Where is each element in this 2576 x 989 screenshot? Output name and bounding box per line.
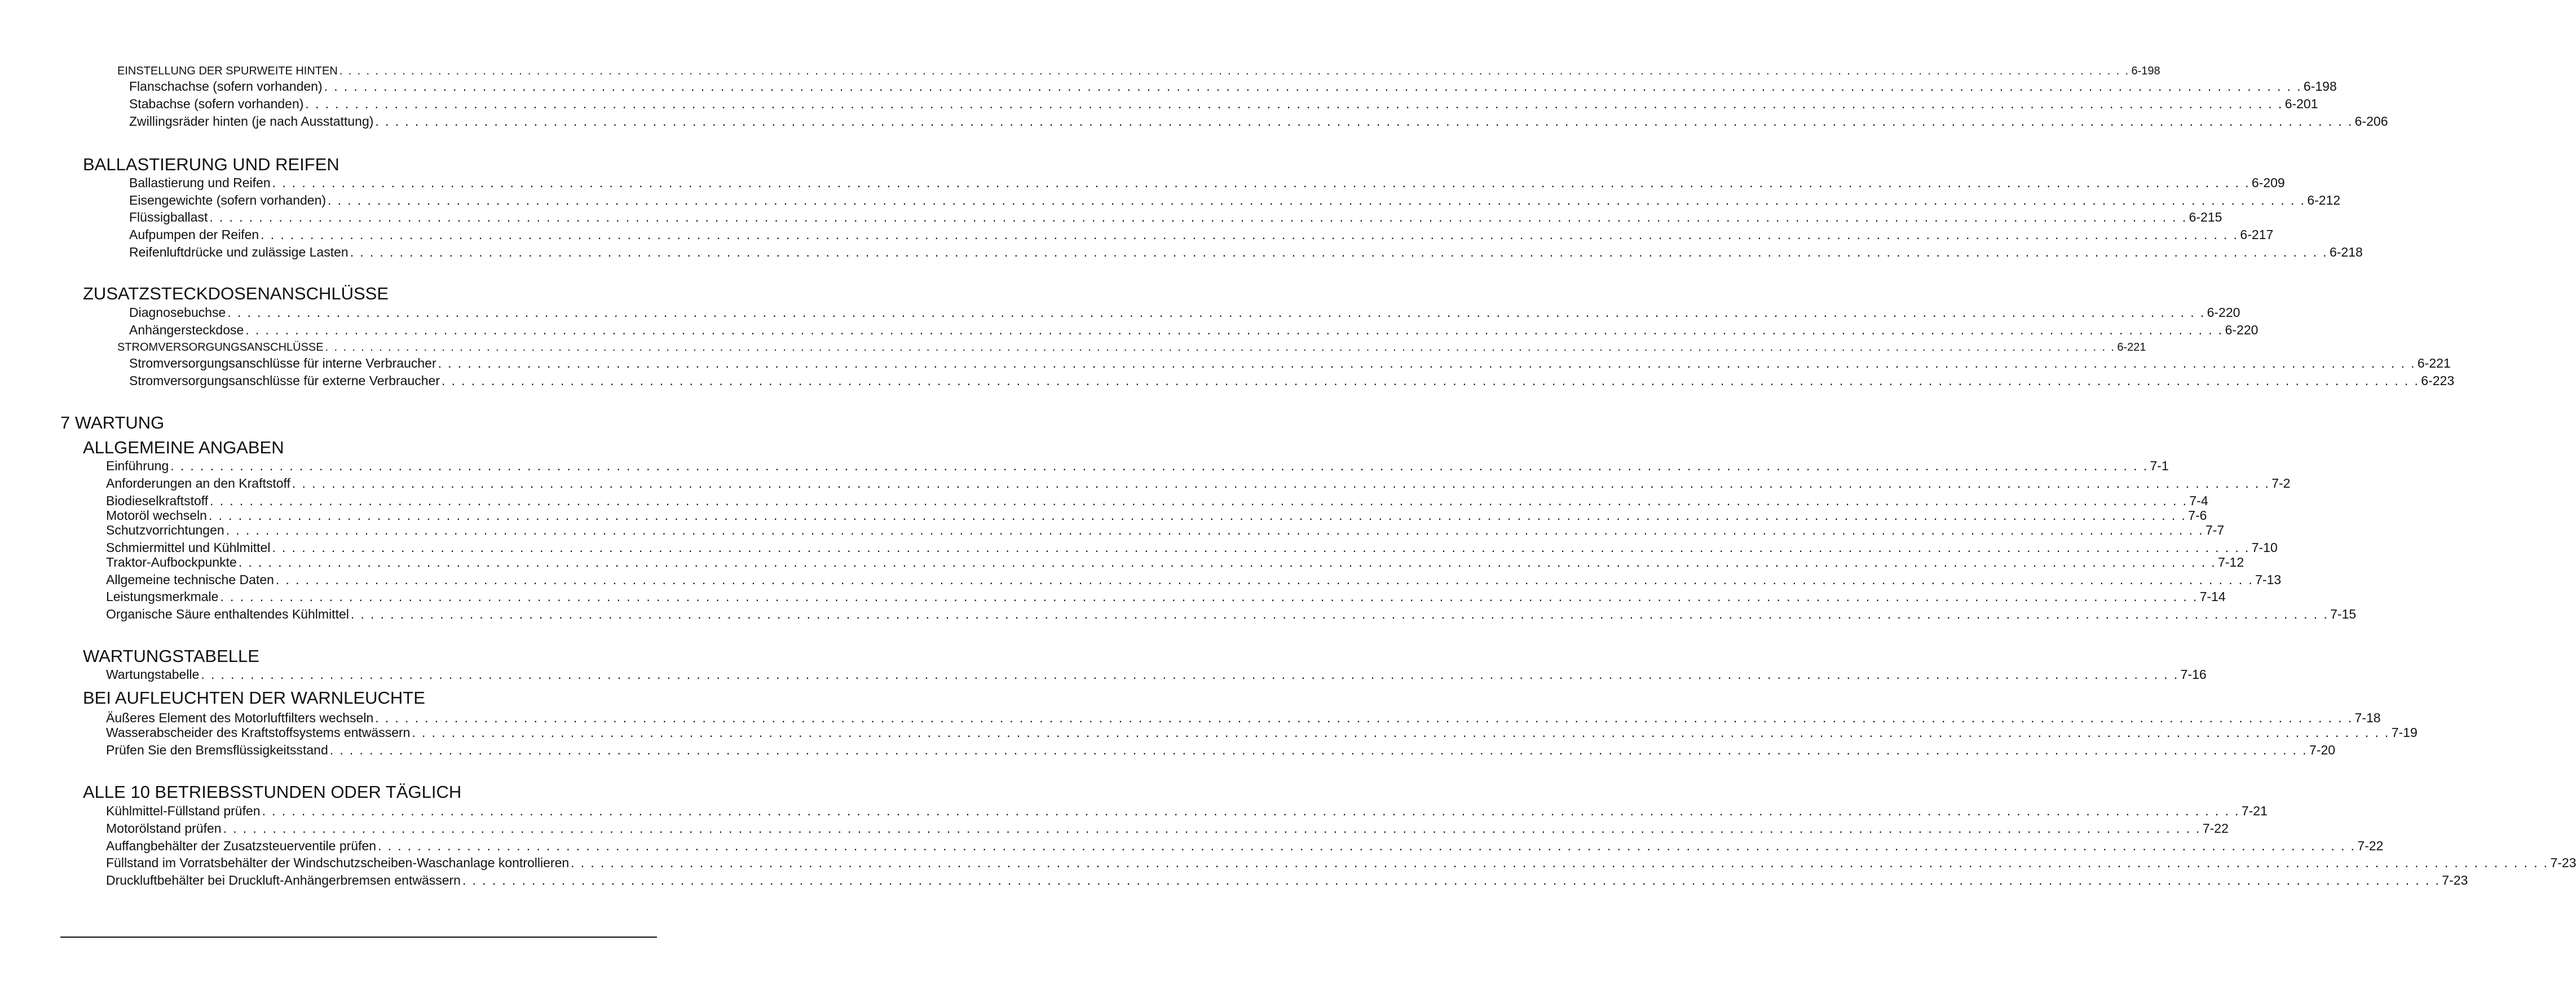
toc-entry-page-number: 6-220: [2207, 305, 2240, 320]
section-heading: ALLE 10 BETRIEBSSTUNDEN ODER TÄGLICH: [83, 782, 462, 802]
toc-entry-label: Leistungsmerkmale: [106, 589, 219, 604]
toc-entry-page-number: 7-6: [2188, 508, 2207, 523]
dot-leader: . . . . . . . . . . . . . . . . . . . . . . . . . . . . . . . . . . . . . . . . . . . . . . . . . . . . . . . . . . . . . . . . . . . . . . . . . . . . . . . . . . . . . . . . . . . . . . . . . . . . . . . . . . . . . . . . . . . . . . . . . . . . . . . . . . . . . . . . . . . . . . . . . . . . . . . . . . . . . . . . . . . . . . . . . . . . . . . . . . . . . . . . . . . . . . . . . . . . . . . .: [442, 373, 2420, 388]
toc-entry-page-number: 6-220: [2225, 323, 2259, 337]
toc-entry-label: Auffangbehälter der Zusatzsteuerventile prüfen: [106, 838, 377, 853]
dot-leader: . . . . . . . . . . . . . . . . . . . . . . . . . . . . . . . . . . . . . . . . . . . . . . . . . . . . . . . . . . . . . . . . . . . . . . . . . . . . . . . . . . . . . . . . . . . . . . . . . . . . . . . . . . . . . . . . . . . . . . . . . . . . . . . . . . . . . . . . . . . . . . . . . . . . . . . . . . . . . . . . . . . . . . . . . . . . . . . . . . . . . . . . . . . . . . . . . . . . . . . .: [238, 555, 2217, 569]
toc-entry-page-number: 6-218: [2329, 245, 2363, 259]
toc-entry[interactable]: [129, 210, 2222, 224]
toc-entry-page-number: 6-206: [2354, 114, 2388, 129]
toc-entry-page-number: 7-19: [2391, 725, 2418, 740]
section-heading: BALLASTIERUNG UND REIFEN: [83, 154, 339, 174]
dot-leader: . . . . . . . . . . . . . . . . . . . . . . . . . . . . . . . . . . . . . . . . . . . . . . . . . . . . . . . . . . . . . . . . . . . . . . . . . . . . . . . . . . . . . . . . . . . . . . . . . . . . . . . . . . . . . . . . . . . . . . . . . . . . . . . . . . . . . . . . . . . . . . . . . . . . . . . . . . . . . . . . . . . . . . . . . . . . . . . . . . . . . . . . . . . . . . . . . . . . . . . .: [170, 458, 2149, 473]
toc-entry[interactable]: [106, 855, 2576, 870]
toc-entry[interactable]: [117, 64, 2160, 78]
dot-leader: . . . . . . . . . . . . . . . . . . . . . . . . . . . . . . . . . . . . . . . . . . . . . . . . . . . . . . . . . . . . . . . . . . . . . . . . . . . . . . . . . . . . . . . . . . . . . . . . . . . . . . . . . . . . . . . . . . . . . . . . . . . . . . . . . . . . . . . . . . . . . . . . . . . . . . . . . . . . . . . . . . . . . . . . . . . . . . . . . . . . . . . . . . . . . . . . . . . . . . . .: [328, 193, 2306, 207]
dot-leader: . . . . . . . . . . . . . . . . . . . . . . . . . . . . . . . . . . . . . . . . . . . . . . . . . . . . . . . . . . . . . . . . . . . . . . . . . . . . . . . . . . . . . . . . . . . . . . . . . . . . . . . . . . . . . . . . . . . . . . . . . . . . . . . . . . . . . . . . . . . . . . . . . . . . . . . . . . . . . . . . . . . . . . . . . . . . . . . . . . . . . . . . . . . . . . . . . . . . . . . .: [324, 79, 2302, 94]
toc-entry-page-number: 7-1: [2150, 458, 2169, 473]
toc-entry[interactable]: [106, 838, 2384, 853]
section-heading: BEI AUFLEUCHTEN DER WARNLEUCHTE: [83, 688, 425, 708]
dot-leader: . . . . . . . . . . . . . . . . . . . . . . . . . . . . . . . . . . . . . . . . . . . . . . . . . . . . . . . . . . . . . . . . . . . . . . . . . . . . . . . . . . . . . . . . . . . . . . . . . . . . . . . . . . . . . . . . . . . . . . . . . . . . . . . . . . . . . . . . . . . . . . . . . . . . . . . . . . . . . . . . . . . . . . . . . . . . . . . . . . . . . . . . . . . . . . . . . . . . . . . .: [227, 305, 2206, 320]
toc-entry[interactable]: [106, 743, 2336, 757]
toc-entry-label: Füllstand im Vorratsbehälter der Windschutzscheiben-Waschanlage kontrollieren: [106, 855, 570, 870]
toc-entry[interactable]: [106, 555, 2244, 569]
toc-entry-label: Druckluftbehälter bei Druckluft-Anhängerbremsen entwässern: [106, 873, 461, 888]
toc-entry[interactable]: [129, 323, 2259, 337]
toc-entry-label: Wartungstabelle: [106, 667, 200, 682]
toc-entry-page-number: 7-18: [2354, 710, 2381, 725]
section-heading: ALLGEMEINE ANGABEN: [83, 438, 284, 457]
toc-entry-page-number: 7-7: [2205, 523, 2225, 537]
toc-entry[interactable]: [106, 476, 2291, 491]
toc-entry[interactable]: [106, 523, 2225, 537]
dot-leader: . . . . . . . . . . . . . . . . . . . . . . . . . . . . . . . . . . . . . . . . . . . . . . . . . . . . . . . . . . . . . . . . . . . . . . . . . . . . . . . . . . . . . . . . . . . . . . . . . . . . . . . . . . . . . . . . . . . . . . . . . . . . . . . . . . . . . . . . . . . . . . . . . . . . . . . . . . . . . . . . . . . . . . . . . . . . . . . . . . . . . . . . . . . . . . . . . . . . . . . .: [375, 710, 2353, 725]
dot-leader: . . . . . . . . . . . . . . . . . . . . . . . . . . . . . . . . . . . . . . . . . . . . . . . . . . . . . . . . . . . . . . . . . . . . . . . . . . . . . . . . . . . . . . . . . . . . . . . . . . . . . . . . . . . . . . . . . . . . . . . . . . . . . . . . . . . . . . . . . . . . . . . . . . . . . . . . . . . . . . . . . . . . . . . . . . . . . . . . . . . . . . . . . . . . . . . . . . . . . . . .: [220, 589, 2198, 604]
toc-entry-page-number: 6-212: [2307, 193, 2341, 207]
toc-entry-label: Anforderungen an den Kraftstoff: [106, 476, 290, 491]
toc-entry-page-number: 7-23: [2550, 855, 2576, 870]
dot-leader: . . . . . . . . . . . . . . . . . . . . . . . . . . . . . . . . . . . . . . . . . . . . . . . . . . . . . . . . . . . . . . . . . . . . . . . . . . . . . . . . . . . . . . . . . . . . . . . . . . . . . . . . . . . . . . . . . . . . . . . . . . . . . . . . . . . . . . . . . . . . . . . . . . . . . . . . . . . . . . . . . . . . . . . . . . . . . . . . . . . . . . . . . . . . . . . . . . . . . . . .: [325, 341, 2116, 354]
toc-entry[interactable]: [106, 873, 2468, 888]
dot-leader: . . . . . . . . . . . . . . . . . . . . . . . . . . . . . . . . . . . . . . . . . . . . . . . . . . . . . . . . . . . . . . . . . . . . . . . . . . . . . . . . . . . . . . . . . . . . . . . . . . . . . . . . . . . . . . . . . . . . . . . . . . . . . . . . . . . . . . . . . . . . . . . . . . . . . . . . . . . . . . . . . . . . . . . . . . . . . . . . . . . . . . . . . . . . . . . . . . . . . . . .: [375, 114, 2353, 129]
toc-entry[interactable]: [129, 193, 2341, 207]
toc-entry-page-number: 6-223: [2421, 373, 2455, 388]
toc-entry-label: Stromversorgungsanschlüsse für interne Verbraucher: [129, 356, 436, 370]
toc-entry-label: Stromversorgungsanschlüsse für externe Verbraucher: [129, 373, 440, 388]
toc-entry-page-number: 6-221: [2417, 356, 2451, 370]
section-heading: WARTUNGSTABELLE: [83, 646, 259, 666]
toc-entry[interactable]: [129, 373, 2455, 388]
toc-entry-page-number: 6-198: [2303, 79, 2337, 94]
toc-entry-page-number: 7-23: [2442, 873, 2468, 888]
dot-leader: . . . . . . . . . . . . . . . . . . . . . . . . . . . . . . . . . . . . . . . . . . . . . . . . . . . . . . . . . . . . . . . . . . . . . . . . . . . . . . . . . . . . . . . . . . . . . . . . . . . . . . . . . . . . . . . . . . . . . . . . . . . . . . . . . . . . . . . . . . . . . . . . . . . . . . . . . . . . . . . . . . . . . . . . . . . . . . . . . . . . . . . . . . . . . . . . . . . . . . . .: [350, 245, 2328, 259]
toc-entry-label: Wasserabscheider des Kraftstoffsystems entwässern: [106, 725, 411, 740]
toc-entry-label: Allgemeine technische Daten: [106, 572, 274, 587]
dot-leader: . . . . . . . . . . . . . . . . . . . . . . . . . . . . . . . . . . . . . . . . . . . . . . . . . . . . . . . . . . . . . . . . . . . . . . . . . . . . . . . . . . . . . . . . . . . . . . . . . . . . . . . . . . . . . . . . . . . . . . . . . . . . . . . . . . . . . . . . . . . . . . . . . . . . . . . . . . . . . . . . . . . . . . . . . . . . . . . . . . . . . . . . . . . . . . . . . . . . . . . .: [209, 210, 2187, 224]
toc-entry-label: Organische Säure enthaltendes Kühlmittel: [106, 607, 349, 621]
dot-leader: . . . . . . . . . . . . . . . . . . . . . . . . . . . . . . . . . . . . . . . . . . . . . . . . . . . . . . . . . . . . . . . . . . . . . . . . . . . . . . . . . . . . . . . . . . . . . . . . . . . . . . . . . . . . . . . . . . . . . . . . . . . . . . . . . . . . . . . . . . . . . . . . . . . . . . . . . . . . . . . . . . . . . . . . . . . . . . . . . . . . . . . . . . . . . . . . . . . . . . . .: [571, 855, 2549, 870]
toc-entry-label: Diagnosebuchse: [129, 305, 226, 320]
toc-entry-label: Ballastierung und Reifen: [129, 175, 271, 190]
toc-entry[interactable]: [129, 79, 2337, 94]
toc-entry-label: Flanschachse (sofern vorhanden): [129, 79, 323, 94]
toc-entry-label: Äußeres Element des Motorluftfilters wechseln: [106, 710, 374, 725]
dot-leader: . . . . . . . . . . . . . . . . . . . . . . . . . . . . . . . . . . . . . . . . . . . . . . . . . . . . . . . . . . . . . . . . . . . . . . . . . . . . . . . . . . . . . . . . . . . . . . . . . . . . . . . . . . . . . . . . . . . . . . . . . . . . . . . . . . . . . . . . . . . . . . . . . . . . . . . . . . . . . . . . . . . . . . . . . . . . . . . . . . . . . . . . . . . . . . . . . . . . . . . .: [292, 476, 2270, 491]
toc-entry-page-number: 7-22: [2202, 821, 2229, 836]
dot-leader: . . . . . . . . . . . . . . . . . . . . . . . . . . . . . . . . . . . . . . . . . . . . . . . . . . . . . . . . . . . . . . . . . . . . . . . . . . . . . . . . . . . . . . . . . . . . . . . . . . . . . . . . . . . . . . . . . . . . . . . . . . . . . . . . . . . . . . . . . . . . . . . . . . . . . . . . . . . . . . . . . . . . . . . . . . . . . . . . . . . . . . . . . . . . . . . . . . . . . . . .: [438, 356, 2416, 370]
toc-entry-label: Motoröl wechseln: [106, 508, 207, 523]
dot-leader: . . . . . . . . . . . . . . . . . . . . . . . . . . . . . . . . . . . . . . . . . . . . . . . . . . . . . . . . . . . . . . . . . . . . . . . . . . . . . . . . . . . . . . . . . . . . . . . . . . . . . . . . . . . . . . . . . . . . . . . . . . . . . . . . . . . . . . . . . . . . . . . . . . . . . . . . . . . . . . . . . . . . . . . . . . . . . . . . . . . . . . . . . . . . . . . . . . . . . . . .: [378, 838, 2356, 853]
dot-leader: . . . . . . . . . . . . . . . . . . . . . . . . . . . . . . . . . . . . . . . . . . . . . . . . . . . . . . . . . . . . . . . . . . . . . . . . . . . . . . . . . . . . . . . . . . . . . . . . . . . . . . . . . . . . . . . . . . . . . . . . . . . . . . . . . . . . . . . . . . . . . . . . . . . . . . . . . . . . . . . . . . . . . . . . . . . . . . . . . . . . . . . . . . . . . . . . . . . . . . . .: [350, 607, 2329, 621]
toc-entry-label: Stabachse (sofern vorhanden): [129, 96, 304, 111]
toc-entry-label: Motorölstand prüfen: [106, 821, 222, 836]
toc-entry-label: Flüssigballast: [129, 210, 208, 224]
toc-entry[interactable]: [106, 803, 2268, 818]
dot-leader: . . . . . . . . . . . . . . . . . . . . . . . . . . . . . . . . . . . . . . . . . . . . . . . . . . . . . . . . . . . . . . . . . . . . . . . . . . . . . . . . . . . . . . . . . . . . . . . . . . . . . . . . . . . . . . . . . . . . . . . . . . . . . . . . . . . . . . . . . . . . . . . . . . . . . . . . . . . . . . . . . . . . . . . . . . . . . . . . . . . . . . . . . . . . . . . . . . . . . . . .: [210, 493, 2188, 508]
toc-entry[interactable]: [129, 114, 2388, 129]
toc-entry-page-number: 6-215: [2189, 210, 2222, 224]
toc-entry-page-number: 7-2: [2271, 476, 2291, 491]
toc-entry-label: Schutzvorrichtungen: [106, 523, 224, 537]
chapter-title: 7 WARTUNG: [60, 413, 165, 432]
toc-entry-label: STROMVERSORGUNGSANSCHLÜSSE: [117, 341, 324, 354]
section-heading: ZUSATZSTECKDOSENANSCHLÜSSE: [83, 284, 389, 303]
toc-entry[interactable]: [106, 821, 2229, 836]
toc-entry-label: Eisengewichte (sofern vorhanden): [129, 193, 327, 207]
toc-entry-page-number: 7-12: [2218, 555, 2244, 569]
toc-entry-page-number: 7-10: [2251, 540, 2278, 555]
toc-entry[interactable]: [106, 589, 2226, 604]
toc-entry-label: Einführung: [106, 458, 169, 473]
toc-entry-page-number: 7-13: [2255, 572, 2282, 587]
toc-entry[interactable]: [106, 725, 2418, 740]
toc-entry-page-number: 7-20: [2309, 743, 2336, 757]
toc-entry[interactable]: [106, 667, 2207, 682]
toc-entry[interactable]: [106, 572, 2282, 587]
dot-leader: . . . . . . . . . . . . . . . . . . . . . . . . . . . . . . . . . . . . . . . . . . . . . . . . . . . . . . . . . . . . . . . . . . . . . . . . . . . . . . . . . . . . . . . . . . . . . . . . . . . . . . . . . . . . . . . . . . . . . . . . . . . . . . . . . . . . . . . . . . . . . . . . . . . . . . . . . . . . . . . . . . . . . . . . . . . . . . . . . . . . . . . . . . . . . . . . . . . . . . . .: [208, 508, 2187, 523]
dot-leader: . . . . . . . . . . . . . . . . . . . . . . . . . . . . . . . . . . . . . . . . . . . . . . . . . . . . . . . . . . . . . . . . . . . . . . . . . . . . . . . . . . . . . . . . . . . . . . . . . . . . . . . . . . . . . . . . . . . . . . . . . . . . . . . . . . . . . . . . . . . . . . . . . . . . . . . . . . . . . . . . . . . . . . . . . . . . . . . . . . . . . . . . . . . . . . . . . . . . . . . .: [339, 65, 2130, 77]
toc-entry[interactable]: [106, 607, 2357, 621]
toc-entry-label: Reifenluftdrücke und zulässige Lasten: [129, 245, 349, 259]
footer-rule: [60, 937, 657, 938]
toc-entry-label: Traktor-Aufbockpunkte: [106, 555, 237, 569]
toc-entry-label: Biodieselkraftstoff: [106, 493, 209, 508]
toc-entry-page-number: 7-21: [2241, 803, 2268, 818]
toc-entry-label: Schmiermittel und Kühlmittel: [106, 540, 271, 555]
dot-leader: . . . . . . . . . . . . . . . . . . . . . . . . . . . . . . . . . . . . . . . . . . . . . . . . . . . . . . . . . . . . . . . . . . . . . . . . . . . . . . . . . . . . . . . . . . . . . . . . . . . . . . . . . . . . . . . . . . . . . . . . . . . . . . . . . . . . . . . . . . . . . . . . . . . . . . . . . . . . . . . . . . . . . . . . . . . . . . . . . . . . . . . . . . . . . . . . . . . . . . . .: [412, 725, 2390, 740]
dot-leader: . . . . . . . . . . . . . . . . . . . . . . . . . . . . . . . . . . . . . . . . . . . . . . . . . . . . . . . . . . . . . . . . . . . . . . . . . . . . . . . . . . . . . . . . . . . . . . . . . . . . . . . . . . . . . . . . . . . . . . . . . . . . . . . . . . . . . . . . . . . . . . . . . . . . . . . . . . . . . . . . . . . . . . . . . . . . . . . . . . . . . . . . . . . . . . . . . . . . . . . .: [223, 821, 2201, 836]
toc-entry-label: Anhängersteckdose: [129, 323, 244, 337]
toc-entry-label: Zwillingsräder hinten (je nach Ausstattung): [129, 114, 374, 129]
dot-leader: . . . . . . . . . . . . . . . . . . . . . . . . . . . . . . . . . . . . . . . . . . . . . . . . . . . . . . . . . . . . . . . . . . . . . . . . . . . . . . . . . . . . . . . . . . . . . . . . . . . . . . . . . . . . . . . . . . . . . . . . . . . . . . . . . . . . . . . . . . . . . . . . . . . . . . . . . . . . . . . . . . . . . . . . . . . . . . . . . . . . . . . . . . . . . . . . . . . . . . . .: [462, 873, 2441, 888]
dot-leader: . . . . . . . . . . . . . . . . . . . . . . . . . . . . . . . . . . . . . . . . . . . . . . . . . . . . . . . . . . . . . . . . . . . . . . . . . . . . . . . . . . . . . . . . . . . . . . . . . . . . . . . . . . . . . . . . . . . . . . . . . . . . . . . . . . . . . . . . . . . . . . . . . . . . . . . . . . . . . . . . . . . . . . . . . . . . . . . . . . . . . . . . . . . . . . . . . . . . . . . .: [262, 803, 2240, 818]
toc-entry-page-number: 7-16: [2180, 667, 2207, 682]
dot-leader: . . . . . . . . . . . . . . . . . . . . . . . . . . . . . . . . . . . . . . . . . . . . . . . . . . . . . . . . . . . . . . . . . . . . . . . . . . . . . . . . . . . . . . . . . . . . . . . . . . . . . . . . . . . . . . . . . . . . . . . . . . . . . . . . . . . . . . . . . . . . . . . . . . . . . . . . . . . . . . . . . . . . . . . . . . . . . . . . . . . . . . . . . . . . . . . . . . . . . . . .: [305, 96, 2283, 111]
toc-entry[interactable]: [129, 305, 2240, 320]
toc-entry[interactable]: [129, 227, 2274, 242]
toc-entry-page-number: 6-209: [2251, 175, 2285, 190]
toc-entry-label: Prüfen Sie den Bremsflüssigkeitsstand: [106, 743, 328, 757]
toc-entry[interactable]: [106, 508, 2207, 523]
toc-entry[interactable]: [117, 341, 2146, 354]
dot-leader: . . . . . . . . . . . . . . . . . . . . . . . . . . . . . . . . . . . . . . . . . . . . . . . . . . . . . . . . . . . . . . . . . . . . . . . . . . . . . . . . . . . . . . . . . . . . . . . . . . . . . . . . . . . . . . . . . . . . . . . . . . . . . . . . . . . . . . . . . . . . . . . . . . . . . . . . . . . . . . . . . . . . . . . . . . . . . . . . . . . . . . . . . . . . . . . . . . . . . . . .: [272, 540, 2250, 555]
toc-entry-page-number: 6-201: [2284, 96, 2318, 111]
toc-entry-page-number: 7-14: [2199, 589, 2226, 604]
toc-entry-page-number: 7-15: [2330, 607, 2357, 621]
toc-entry-label: Kühlmittel-Füllstand prüfen: [106, 803, 261, 818]
dot-leader: . . . . . . . . . . . . . . . . . . . . . . . . . . . . . . . . . . . . . . . . . . . . . . . . . . . . . . . . . . . . . . . . . . . . . . . . . . . . . . . . . . . . . . . . . . . . . . . . . . . . . . . . . . . . . . . . . . . . . . . . . . . . . . . . . . . . . . . . . . . . . . . . . . . . . . . . . . . . . . . . . . . . . . . . . . . . . . . . . . . . . . . . . . . . . . . . . . . . . . . .: [275, 572, 2254, 587]
toc-entry[interactable]: [106, 540, 2278, 555]
toc-entry[interactable]: [129, 96, 2318, 111]
dot-leader: . . . . . . . . . . . . . . . . . . . . . . . . . . . . . . . . . . . . . . . . . . . . . . . . . . . . . . . . . . . . . . . . . . . . . . . . . . . . . . . . . . . . . . . . . . . . . . . . . . . . . . . . . . . . . . . . . . . . . . . . . . . . . . . . . . . . . . . . . . . . . . . . . . . . . . . . . . . . . . . . . . . . . . . . . . . . . . . . . . . . . . . . . . . . . . . . . . . . . . . .: [261, 227, 2239, 242]
toc-entry[interactable]: [106, 493, 2208, 508]
toc-entry-page-number: 6-217: [2240, 227, 2274, 242]
toc-entry[interactable]: [129, 356, 2451, 370]
dot-leader: . . . . . . . . . . . . . . . . . . . . . . . . . . . . . . . . . . . . . . . . . . . . . . . . . . . . . . . . . . . . . . . . . . . . . . . . . . . . . . . . . . . . . . . . . . . . . . . . . . . . . . . . . . . . . . . . . . . . . . . . . . . . . . . . . . . . . . . . . . . . . . . . . . . . . . . . . . . . . . . . . . . . . . . . . . . . . . . . . . . . . . . . . . . . . . . . . . . . . . . .: [329, 743, 2308, 757]
toc-entry[interactable]: [106, 458, 2169, 473]
toc-entry[interactable]: [129, 175, 2285, 190]
dot-leader: . . . . . . . . . . . . . . . . . . . . . . . . . . . . . . . . . . . . . . . . . . . . . . . . . . . . . . . . . . . . . . . . . . . . . . . . . . . . . . . . . . . . . . . . . . . . . . . . . . . . . . . . . . . . . . . . . . . . . . . . . . . . . . . . . . . . . . . . . . . . . . . . . . . . . . . . . . . . . . . . . . . . . . . . . . . . . . . . . . . . . . . . . . . . . . . . . . . . . . . .: [272, 175, 2250, 190]
toc-entry-label: Aufpumpen der Reifen: [129, 227, 259, 242]
dot-leader: . . . . . . . . . . . . . . . . . . . . . . . . . . . . . . . . . . . . . . . . . . . . . . . . . . . . . . . . . . . . . . . . . . . . . . . . . . . . . . . . . . . . . . . . . . . . . . . . . . . . . . . . . . . . . . . . . . . . . . . . . . . . . . . . . . . . . . . . . . . . . . . . . . . . . . . . . . . . . . . . . . . . . . . . . . . . . . . . . . . . . . . . . . . . . . . . . . . . . . . .: [245, 323, 2224, 337]
toc-entry-label: EINSTELLUNG DER SPURWEITE HINTEN: [117, 65, 338, 77]
toc-entry-page-number: 6-198: [2131, 65, 2160, 77]
dot-leader: . . . . . . . . . . . . . . . . . . . . . . . . . . . . . . . . . . . . . . . . . . . . . . . . . . . . . . . . . . . . . . . . . . . . . . . . . . . . . . . . . . . . . . . . . . . . . . . . . . . . . . . . . . . . . . . . . . . . . . . . . . . . . . . . . . . . . . . . . . . . . . . . . . . . . . . . . . . . . . . . . . . . . . . . . . . . . . . . . . . . . . . . . . . . . . . . . . . . . . . .: [201, 667, 2179, 682]
dot-leader: . . . . . . . . . . . . . . . . . . . . . . . . . . . . . . . . . . . . . . . . . . . . . . . . . . . . . . . . . . . . . . . . . . . . . . . . . . . . . . . . . . . . . . . . . . . . . . . . . . . . . . . . . . . . . . . . . . . . . . . . . . . . . . . . . . . . . . . . . . . . . . . . . . . . . . . . . . . . . . . . . . . . . . . . . . . . . . . . . . . . . . . . . . . . . . . . . . . . . . . .: [226, 523, 2204, 537]
toc-entry-page-number: 7-4: [2189, 493, 2208, 508]
toc-entry[interactable]: [106, 710, 2381, 725]
toc-entry[interactable]: [129, 245, 2363, 259]
toc-entry-page-number: 7-22: [2357, 838, 2384, 853]
toc-entry-page-number: 6-221: [2117, 341, 2146, 354]
